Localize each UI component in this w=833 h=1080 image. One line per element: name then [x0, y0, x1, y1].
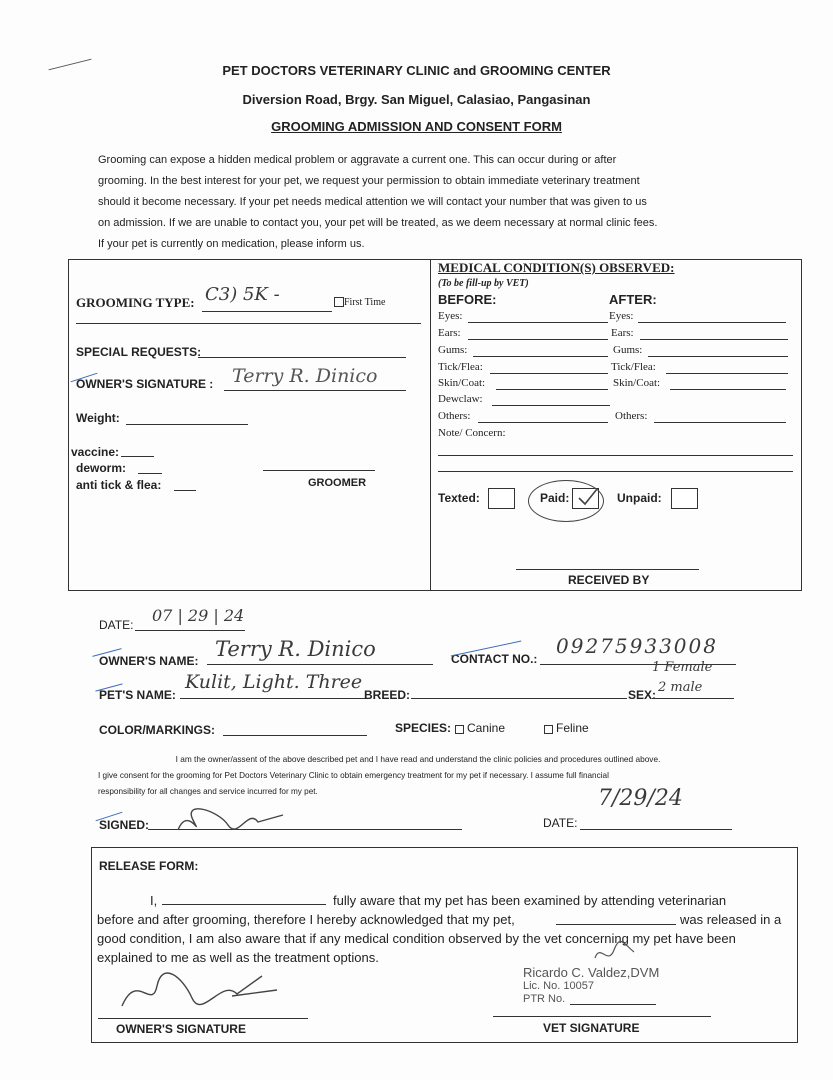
- before-dewclaw-field[interactable]: [492, 405, 610, 406]
- pet-name-value: Kulit, Light. Three: [185, 671, 363, 693]
- vet-ptr-field[interactable]: [570, 1004, 656, 1005]
- release-owner-signature-label: OWNER'S SIGNATURE: [116, 1022, 246, 1036]
- weight-label: Weight:: [76, 411, 120, 425]
- intro-line-5: If your pet is currently on medication, please inform us.: [98, 238, 365, 250]
- unpaid-checkbox[interactable]: [671, 488, 698, 509]
- intro-line-1: Grooming can expose a hidden medical problem or aggravate a current one. This can occur during or after: [98, 154, 617, 166]
- after-eyes-label: Eyes:: [609, 310, 634, 322]
- after-label: AFTER:: [609, 292, 657, 307]
- pet-name-field[interactable]: [180, 698, 366, 699]
- species-label: SPECIES:: [395, 721, 452, 735]
- consent-date-label: DATE:: [543, 816, 578, 830]
- date-label: DATE:: [99, 618, 134, 632]
- owner-signature-scribble: [168, 800, 298, 842]
- unpaid-label: Unpaid:: [617, 491, 662, 505]
- consent-date-value: 7/29/24: [598, 786, 683, 811]
- owner-signature-label: OWNER'S SIGNATURE :: [76, 377, 214, 391]
- release-owner-signature-line[interactable]: [98, 1018, 308, 1019]
- after-tickflea-field[interactable]: [666, 373, 788, 374]
- anti-tick-field[interactable]: [174, 490, 196, 491]
- vet-lic-no: Lic. No. 10057: [523, 980, 594, 992]
- before-gums-label: Gums:: [438, 344, 468, 356]
- note-line-1[interactable]: [438, 455, 793, 456]
- release-title: RELEASE FORM:: [99, 859, 199, 873]
- release-line-1a: I,: [150, 893, 158, 908]
- received-by-line[interactable]: [516, 569, 699, 570]
- anti-tick-label: anti tick & flea:: [76, 478, 162, 492]
- consent-line-3: responsibility for all changes and service incurred for my pet.: [98, 787, 318, 796]
- texted-checkbox[interactable]: [488, 488, 515, 509]
- after-ears-label: Ears:: [611, 327, 634, 339]
- before-gums-field[interactable]: [473, 356, 608, 357]
- color-markings-field[interactable]: [223, 735, 367, 736]
- owner-name-field[interactable]: [207, 664, 433, 665]
- special-requests-field[interactable]: [198, 357, 406, 358]
- sex-label: SEX:: [628, 688, 657, 702]
- vet-signature-label: VET SIGNATURE: [543, 1021, 640, 1035]
- vet-name: Ricardo C. Valdez,DVM: [523, 965, 660, 980]
- feline-label: Feline: [556, 721, 589, 735]
- contact-value: 09275933008: [556, 634, 718, 658]
- paid-check-mark: [576, 486, 600, 508]
- first-time-label: First Time: [344, 297, 386, 308]
- grooming-type-field[interactable]: [202, 311, 332, 312]
- deworm-field[interactable]: [138, 473, 162, 474]
- grooming-type-rule: [76, 323, 421, 324]
- before-skincoat-field[interactable]: [496, 389, 608, 390]
- grooming-type-label: GROOMING TYPE:: [76, 295, 195, 310]
- before-label: BEFORE:: [438, 292, 497, 307]
- after-ears-field[interactable]: [640, 339, 788, 340]
- owner-signature-field[interactable]: [224, 390, 406, 391]
- grooming-type-value: C3) 5K -: [205, 284, 280, 305]
- sex-field[interactable]: [652, 698, 734, 699]
- special-requests-label: SPECIAL REQUESTS:: [76, 345, 202, 359]
- before-ears-field[interactable]: [468, 339, 608, 340]
- after-others-field[interactable]: [654, 422, 786, 423]
- after-gums-label: Gums:: [613, 344, 643, 356]
- intro-line-3: should it become necessary. If your pet needs medical attention we will contact your number that was given to us: [98, 196, 647, 208]
- clinic-name: PET DOCTORS VETERINARY CLINIC and GROOMING CENTER: [222, 63, 611, 78]
- date-field[interactable]: [135, 630, 245, 631]
- release-owner-signature-scribble: [112, 966, 292, 1016]
- medical-title: MEDICAL CONDITION(S) OBSERVED:: [438, 260, 675, 275]
- texted-label: Texted:: [438, 491, 480, 505]
- intro-line-4: on admission. If we are unable to contact you, your pet will be treated, as we deem necessary at normal clinic fees.: [98, 217, 658, 229]
- breed-field[interactable]: [411, 698, 627, 699]
- after-eyes-field[interactable]: [638, 322, 786, 323]
- release-line-2a: before and after grooming, therefore I hereby acknowledged that my pet,: [97, 912, 515, 927]
- sex-value-top: 1 Female: [652, 660, 713, 675]
- groomer-signature-line[interactable]: [263, 470, 375, 471]
- vet-signature-line[interactable]: [493, 1016, 711, 1017]
- breed-label: BREED:: [364, 688, 411, 702]
- release-line-1b: fully aware that my pet has been examined by attending veterinarian: [333, 893, 727, 908]
- canine-label: Canine: [467, 721, 506, 735]
- before-eyes-field[interactable]: [468, 322, 608, 323]
- owner-name-label: OWNER'S NAME:: [99, 654, 199, 668]
- canine-checkbox[interactable]: [455, 725, 464, 734]
- before-skincoat-label: Skin/Coat:: [438, 377, 486, 389]
- contact-label: CONTACT NO.:: [451, 652, 538, 666]
- deworm-label: deworm:: [76, 461, 127, 475]
- before-others-label: Others:: [438, 410, 471, 422]
- before-eyes-label: Eyes:: [438, 310, 463, 322]
- consent-date-field[interactable]: [580, 829, 732, 830]
- box-divider: [430, 259, 431, 590]
- release-line-2b: was released in a: [680, 912, 782, 927]
- after-gums-field[interactable]: [648, 356, 788, 357]
- release-line-3: good condition, I am also aware that if any medical condition observed by the vet concerning my pet have been: [97, 931, 736, 946]
- first-time-checkbox[interactable]: [334, 297, 344, 307]
- sex-value-bottom: 2 male: [658, 680, 703, 695]
- after-skincoat-label: Skin/Coat:: [613, 377, 661, 389]
- weight-field[interactable]: [126, 424, 248, 425]
- form-title: GROOMING ADMISSION AND CONSENT FORM: [271, 119, 562, 134]
- owner-signature-value: Terry R. Dinico: [232, 365, 378, 387]
- note-label: Note/ Concern:: [438, 427, 506, 439]
- after-others-label: Others:: [615, 410, 648, 422]
- clinic-address: Diversion Road, Brgy. San Miguel, Calasiao, Pangasinan: [242, 92, 591, 107]
- paid-label: Paid:: [540, 491, 570, 505]
- before-ears-label: Ears:: [438, 327, 461, 339]
- note-line-2[interactable]: [438, 471, 793, 472]
- release-line-4: explained to me as well as the treatment options.: [97, 950, 379, 965]
- date-value: 07 | 29 | 24: [152, 606, 245, 625]
- received-by-label: RECEIVED BY: [568, 573, 650, 587]
- feline-checkbox[interactable]: [544, 725, 553, 734]
- before-tickflea-label: Tick/Flea:: [438, 361, 483, 373]
- before-tickflea-field[interactable]: [490, 373, 608, 374]
- before-others-field[interactable]: [478, 422, 608, 423]
- consent-line-2: I give consent for the grooming for Pet Doctors Veterinary Clinic to obtain emergency treatment for my pet if necessary. I assume full financial: [98, 771, 609, 780]
- vet-initial-scribble: [590, 938, 640, 970]
- vaccine-label: vaccine:: [71, 445, 120, 459]
- release-owner-name-field[interactable]: [162, 904, 326, 905]
- vet-ptr-no: PTR No.: [523, 993, 566, 1005]
- color-markings-label: COLOR/MARKINGS:: [99, 723, 215, 737]
- owner-name-value: Terry R. Dinico: [215, 637, 376, 661]
- intro-paragraph: [98, 150, 758, 255]
- release-pet-name-field[interactable]: [556, 924, 676, 925]
- intro-line-2: grooming. In the best interest for your pet, we request your permission to obtain immediate veterinary treatment: [98, 175, 640, 187]
- pet-name-label: PET'S NAME:: [99, 688, 176, 702]
- after-skincoat-field[interactable]: [670, 389, 786, 390]
- signed-label: SIGNED:: [99, 818, 150, 832]
- before-dewclaw-label: Dewclaw:: [438, 393, 483, 405]
- after-tickflea-label: Tick/Flea:: [611, 361, 656, 373]
- vaccine-field[interactable]: [121, 456, 154, 457]
- consent-line-1: I am the owner/assent of the above described pet and I have read and understand the clinic policies and procedures outlined above.: [175, 754, 661, 764]
- groomer-label: GROOMER: [308, 477, 367, 489]
- medical-subtitle: (To be fill-up by VET): [438, 278, 529, 289]
